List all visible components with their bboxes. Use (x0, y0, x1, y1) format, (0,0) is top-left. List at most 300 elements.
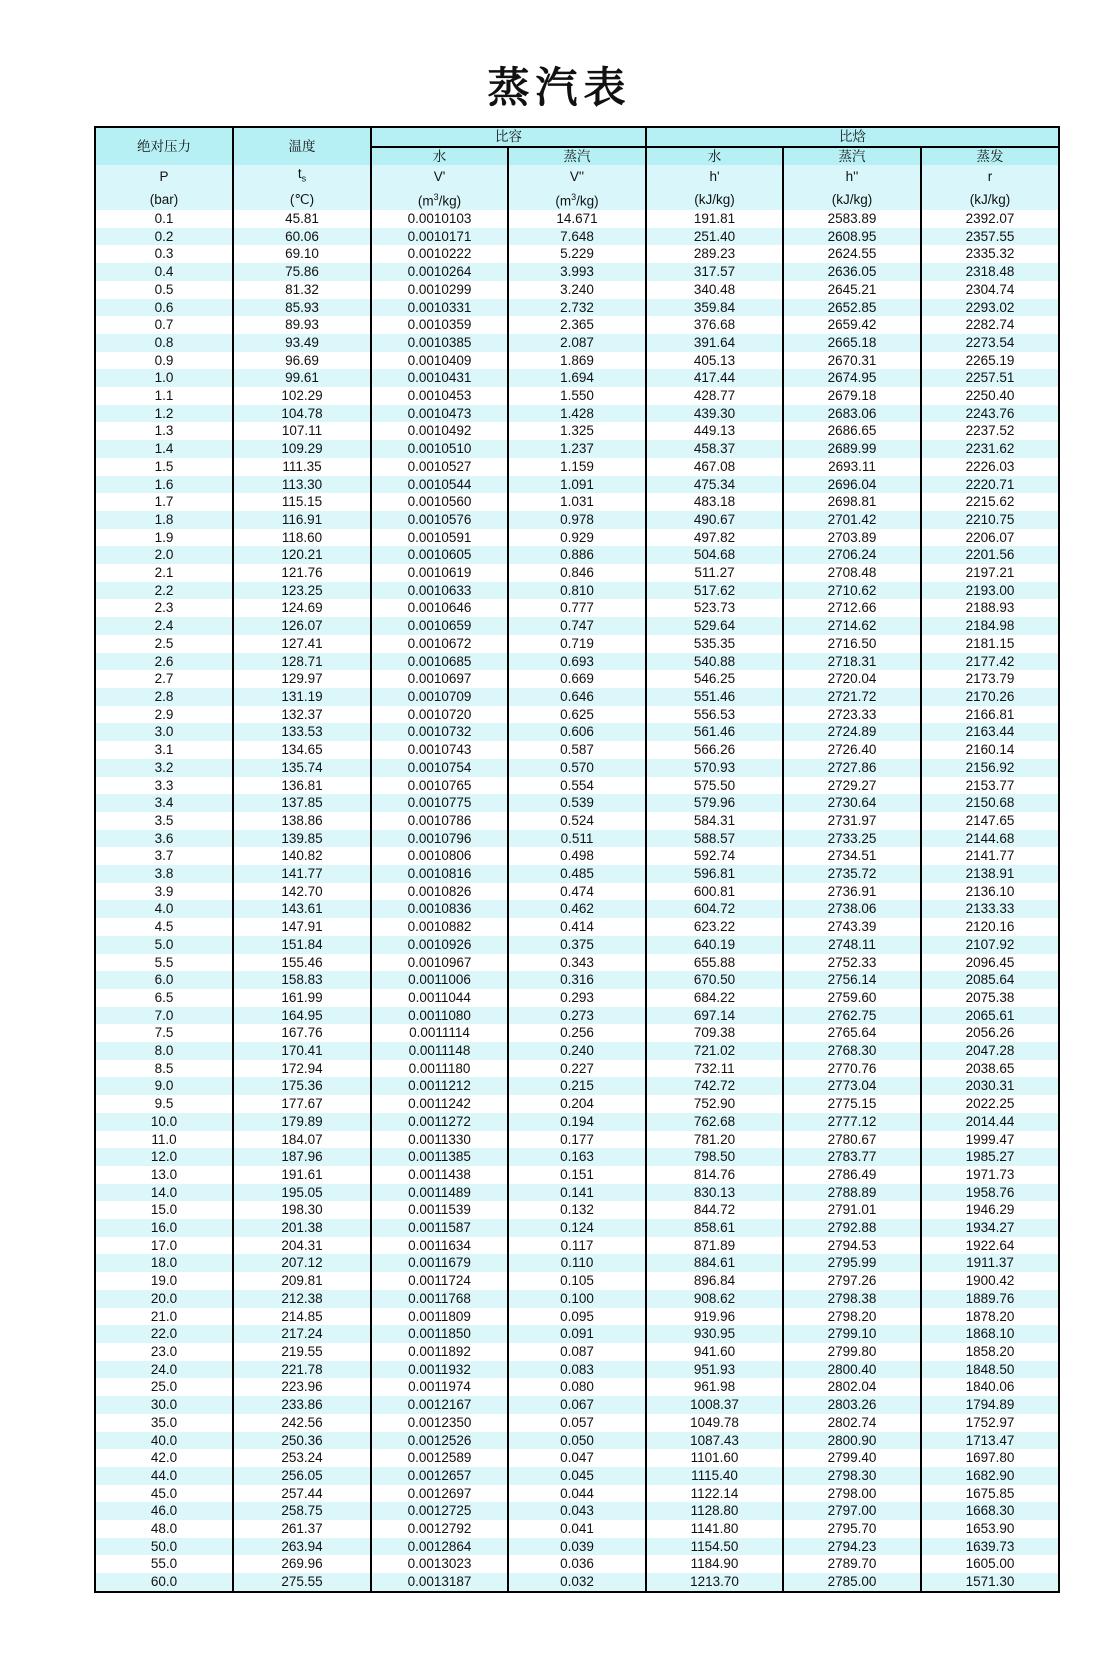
cell-steam-volume: 0.256 (508, 1024, 646, 1042)
cell-steam-enthalpy: 2733.25 (783, 830, 921, 848)
cell-water-volume: 0.0010732 (371, 723, 508, 741)
table-row (95, 1237, 1059, 1255)
cell-temperature: 261.37 (233, 1520, 371, 1538)
cell-pressure: 2.6 (95, 653, 233, 671)
table-row (95, 546, 1059, 564)
cell-pressure: 1.5 (95, 458, 233, 476)
cell-water-volume: 0.0011438 (371, 1166, 508, 1184)
cell-water-volume: 0.0010492 (371, 422, 508, 440)
table-row (95, 1414, 1059, 1432)
cell-water-volume: 0.0012725 (371, 1502, 508, 1520)
cell-water-enthalpy: 570.93 (646, 759, 783, 777)
cell-water-enthalpy: 1122.14 (646, 1485, 783, 1503)
cell-evaporation: 2237.52 (921, 422, 1059, 440)
cell-pressure: 40.0 (95, 1432, 233, 1450)
cell-pressure: 48.0 (95, 1520, 233, 1538)
cell-water-volume: 0.0011974 (371, 1378, 508, 1396)
cell-water-enthalpy: 1184.90 (646, 1555, 783, 1573)
cell-temperature: 179.89 (233, 1113, 371, 1131)
cell-temperature: 118.60 (233, 529, 371, 547)
cell-evaporation: 1697.80 (921, 1449, 1059, 1467)
cell-water-enthalpy: 1101.60 (646, 1449, 783, 1467)
cell-water-enthalpy: 592.74 (646, 847, 783, 865)
table-row (95, 900, 1059, 918)
unit-steam-enthalpy: (kJ/kg) (783, 189, 921, 210)
table-row (95, 228, 1059, 246)
table-row (95, 1290, 1059, 1308)
cell-evaporation: 2184.98 (921, 617, 1059, 635)
cell-evaporation: 1848.50 (921, 1361, 1059, 1379)
table-row (95, 653, 1059, 671)
unit-water-volume: $(m^3/kg)$ (371, 189, 508, 210)
cell-evaporation: 2392.07 (921, 210, 1059, 228)
cell-pressure: 2.8 (95, 688, 233, 706)
cell-evaporation: 1999.47 (921, 1131, 1059, 1149)
cell-steam-enthalpy: 2683.06 (783, 405, 921, 423)
table-row (95, 1095, 1059, 1113)
cell-water-volume: 0.0012589 (371, 1449, 508, 1467)
cell-steam-enthalpy: 2756.14 (783, 971, 921, 989)
table-row (95, 1555, 1059, 1573)
table-row (95, 458, 1059, 476)
cell-steam-enthalpy: 2689.99 (783, 440, 921, 458)
cell-water-volume: 0.0012350 (371, 1414, 508, 1432)
cell-steam-volume: 0.177 (508, 1131, 646, 1149)
cell-water-enthalpy: 475.34 (646, 476, 783, 494)
cell-steam-enthalpy: 2679.18 (783, 387, 921, 405)
table-row (95, 954, 1059, 972)
cell-evaporation: 2153.77 (921, 777, 1059, 795)
cell-temperature: 128.71 (233, 653, 371, 671)
cell-temperature: 136.81 (233, 777, 371, 795)
table-row (95, 794, 1059, 812)
cell-water-enthalpy: 497.82 (646, 529, 783, 547)
cell-evaporation: 1682.90 (921, 1467, 1059, 1485)
cell-water-enthalpy: 961.98 (646, 1378, 783, 1396)
cell-evaporation: 1668.30 (921, 1502, 1059, 1520)
cell-water-volume: 0.0010171 (371, 228, 508, 246)
table-row (95, 1166, 1059, 1184)
cell-evaporation: 2014.44 (921, 1113, 1059, 1131)
cell-temperature: 223.96 (233, 1378, 371, 1396)
cell-steam-volume: 0.669 (508, 670, 646, 688)
cell-water-volume: 0.0010264 (371, 263, 508, 281)
cell-water-enthalpy: 340.48 (646, 281, 783, 299)
cell-water-enthalpy: 191.81 (646, 210, 783, 228)
header-specific-volume: 比容 (371, 127, 646, 147)
cell-water-volume: 0.0010560 (371, 493, 508, 511)
cell-steam-enthalpy: 2777.12 (783, 1113, 921, 1131)
table-row (95, 422, 1059, 440)
cell-pressure: 2.2 (95, 582, 233, 600)
cell-evaporation: 1752.97 (921, 1414, 1059, 1432)
cell-steam-enthalpy: 2802.04 (783, 1378, 921, 1396)
cell-water-volume: 0.0010775 (371, 794, 508, 812)
cell-pressure: 15.0 (95, 1201, 233, 1219)
cell-water-volume: 0.0011212 (371, 1077, 508, 1095)
cell-steam-volume: 1.091 (508, 476, 646, 494)
cell-water-enthalpy: 359.84 (646, 299, 783, 317)
cell-pressure: 3.3 (95, 777, 233, 795)
cell-temperature: 141.77 (233, 865, 371, 883)
cell-steam-enthalpy: 2608.95 (783, 228, 921, 246)
cell-pressure: 0.5 (95, 281, 233, 299)
cell-evaporation: 1922.64 (921, 1237, 1059, 1255)
cell-steam-volume: 2.365 (508, 316, 646, 334)
cell-steam-enthalpy: 2730.64 (783, 794, 921, 812)
header-steam-enthalpy: 蒸汽 (783, 147, 921, 166)
cell-pressure: 1.3 (95, 422, 233, 440)
cell-temperature: 113.30 (233, 476, 371, 494)
cell-water-volume: 0.0010453 (371, 387, 508, 405)
cell-evaporation: 1889.76 (921, 1290, 1059, 1308)
cell-water-enthalpy: 483.18 (646, 493, 783, 511)
cell-pressure: 7.5 (95, 1024, 233, 1042)
table-row (95, 352, 1059, 370)
cell-steam-enthalpy: 2652.85 (783, 299, 921, 317)
cell-water-volume: 0.0010816 (371, 865, 508, 883)
cell-steam-volume: 0.110 (508, 1254, 646, 1272)
cell-steam-volume: 0.036 (508, 1555, 646, 1573)
cell-water-enthalpy: 798.50 (646, 1148, 783, 1166)
table-row (95, 936, 1059, 954)
table-row (95, 670, 1059, 688)
symbol-evaporation: r (921, 165, 1059, 188)
cell-pressure: 3.7 (95, 847, 233, 865)
table-row (95, 883, 1059, 901)
cell-steam-enthalpy: 2788.89 (783, 1184, 921, 1202)
cell-water-enthalpy: 579.96 (646, 794, 783, 812)
cell-water-volume: 0.0010591 (371, 529, 508, 547)
cell-water-volume: 0.0011114 (371, 1024, 508, 1042)
cell-temperature: 195.05 (233, 1184, 371, 1202)
cell-temperature: 242.56 (233, 1414, 371, 1432)
cell-pressure: 24.0 (95, 1361, 233, 1379)
table-row (95, 1007, 1059, 1025)
cell-temperature: 233.86 (233, 1396, 371, 1414)
cell-steam-volume: 1.550 (508, 387, 646, 405)
table-row (95, 1325, 1059, 1343)
table-row (95, 1201, 1059, 1219)
cell-water-volume: 0.0010926 (371, 936, 508, 954)
cell-pressure: 25.0 (95, 1378, 233, 1396)
cell-pressure: 3.8 (95, 865, 233, 883)
cell-temperature: 143.61 (233, 900, 371, 918)
cell-pressure: 6.5 (95, 989, 233, 1007)
cell-steam-volume: 0.646 (508, 688, 646, 706)
cell-water-enthalpy: 588.57 (646, 830, 783, 848)
cell-water-volume: 0.0013023 (371, 1555, 508, 1573)
cell-steam-enthalpy: 2759.60 (783, 989, 921, 1007)
cell-water-volume: 0.0011850 (371, 1325, 508, 1343)
cell-temperature: 201.38 (233, 1219, 371, 1237)
cell-evaporation: 1911.37 (921, 1254, 1059, 1272)
cell-steam-enthalpy: 2712.66 (783, 599, 921, 617)
cell-water-enthalpy: 551.46 (646, 688, 783, 706)
cell-steam-volume: 0.693 (508, 653, 646, 671)
cell-steam-volume: 14.671 (508, 210, 646, 228)
cell-steam-enthalpy: 2686.65 (783, 422, 921, 440)
cell-temperature: 161.99 (233, 989, 371, 1007)
cell-water-enthalpy: 752.90 (646, 1095, 783, 1113)
cell-evaporation: 2096.45 (921, 954, 1059, 972)
table-row (95, 299, 1059, 317)
cell-steam-enthalpy: 2636.05 (783, 263, 921, 281)
cell-water-volume: 0.0010510 (371, 440, 508, 458)
cell-pressure: 1.9 (95, 529, 233, 547)
cell-evaporation: 1794.89 (921, 1396, 1059, 1414)
table-row (95, 1538, 1059, 1556)
cell-steam-enthalpy: 2797.26 (783, 1272, 921, 1290)
cell-steam-enthalpy: 2797.00 (783, 1502, 921, 1520)
table-row (95, 1060, 1059, 1078)
table-row (95, 812, 1059, 830)
cell-steam-volume: 0.124 (508, 1219, 646, 1237)
cell-water-volume: 0.0010359 (371, 316, 508, 334)
cell-evaporation: 2273.54 (921, 334, 1059, 352)
cell-water-volume: 0.0011330 (371, 1131, 508, 1149)
cell-water-volume: 0.0011489 (371, 1184, 508, 1202)
cell-water-volume: 0.0010796 (371, 830, 508, 848)
cell-evaporation: 1900.42 (921, 1272, 1059, 1290)
table-row (95, 989, 1059, 1007)
cell-evaporation: 1639.73 (921, 1538, 1059, 1556)
cell-pressure: 3.4 (95, 794, 233, 812)
cell-steam-enthalpy: 2698.81 (783, 493, 921, 511)
cell-steam-volume: 0.047 (508, 1449, 646, 1467)
cell-water-enthalpy: 721.02 (646, 1042, 783, 1060)
cell-evaporation: 2220.71 (921, 476, 1059, 494)
cell-water-enthalpy: 732.11 (646, 1060, 783, 1078)
cell-water-enthalpy: 535.35 (646, 635, 783, 653)
cell-temperature: 209.81 (233, 1272, 371, 1290)
cell-pressure: 19.0 (95, 1272, 233, 1290)
cell-temperature: 258.75 (233, 1502, 371, 1520)
cell-evaporation: 1713.47 (921, 1432, 1059, 1450)
cell-steam-volume: 0.041 (508, 1520, 646, 1538)
table-row (95, 1148, 1059, 1166)
cell-water-enthalpy: 556.53 (646, 706, 783, 724)
cell-water-volume: 0.0010527 (371, 458, 508, 476)
cell-steam-enthalpy: 2706.24 (783, 546, 921, 564)
cell-water-enthalpy: 1115.40 (646, 1467, 783, 1485)
cell-steam-enthalpy: 2794.53 (783, 1237, 921, 1255)
cell-steam-enthalpy: 2718.31 (783, 653, 921, 671)
cell-steam-enthalpy: 2799.40 (783, 1449, 921, 1467)
cell-evaporation: 1878.20 (921, 1308, 1059, 1326)
table-row (95, 582, 1059, 600)
cell-temperature: 121.76 (233, 564, 371, 582)
cell-steam-volume: 0.091 (508, 1325, 646, 1343)
cell-temperature: 253.24 (233, 1449, 371, 1467)
cell-temperature: 126.07 (233, 617, 371, 635)
cell-temperature: 214.85 (233, 1308, 371, 1326)
cell-water-volume: 0.0010720 (371, 706, 508, 724)
cell-pressure: 14.0 (95, 1184, 233, 1202)
cell-pressure: 2.4 (95, 617, 233, 635)
cell-water-enthalpy: 405.13 (646, 352, 783, 370)
cell-water-enthalpy: 655.88 (646, 954, 783, 972)
cell-steam-volume: 0.929 (508, 529, 646, 547)
cell-steam-enthalpy: 2726.40 (783, 741, 921, 759)
cell-evaporation: 2335.32 (921, 245, 1059, 263)
cell-water-volume: 0.0010431 (371, 369, 508, 387)
table-row (95, 1024, 1059, 1042)
cell-steam-volume: 1.031 (508, 493, 646, 511)
cell-steam-volume: 2.732 (508, 299, 646, 317)
cell-temperature: 204.31 (233, 1237, 371, 1255)
cell-water-enthalpy: 1008.37 (646, 1396, 783, 1414)
cell-water-enthalpy: 1141.80 (646, 1520, 783, 1538)
cell-water-volume: 0.0011385 (371, 1148, 508, 1166)
cell-evaporation: 2156.92 (921, 759, 1059, 777)
cell-steam-enthalpy: 2765.64 (783, 1024, 921, 1042)
cell-evaporation: 2144.68 (921, 830, 1059, 848)
cell-steam-volume: 0.057 (508, 1414, 646, 1432)
cell-water-volume: 0.0011587 (371, 1219, 508, 1237)
cell-water-enthalpy: 930.95 (646, 1325, 783, 1343)
cell-water-enthalpy: 1213.70 (646, 1573, 783, 1592)
cell-steam-enthalpy: 2798.20 (783, 1308, 921, 1326)
cell-water-enthalpy: 858.61 (646, 1219, 783, 1237)
cell-water-enthalpy: 762.68 (646, 1113, 783, 1131)
table-row (95, 1467, 1059, 1485)
cell-water-volume: 0.0012167 (371, 1396, 508, 1414)
cell-evaporation: 2065.61 (921, 1007, 1059, 1025)
cell-steam-enthalpy: 2731.97 (783, 812, 921, 830)
cell-steam-enthalpy: 2723.33 (783, 706, 921, 724)
table-row (95, 210, 1059, 228)
cell-temperature: 263.94 (233, 1538, 371, 1556)
table-row (95, 1396, 1059, 1414)
cell-evaporation: 1653.90 (921, 1520, 1059, 1538)
cell-temperature: 158.83 (233, 971, 371, 989)
cell-pressure: 23.0 (95, 1343, 233, 1361)
cell-steam-enthalpy: 2703.89 (783, 529, 921, 547)
table-row (95, 1343, 1059, 1361)
cell-steam-volume: 0.719 (508, 635, 646, 653)
cell-evaporation: 1971.73 (921, 1166, 1059, 1184)
cell-steam-enthalpy: 2738.06 (783, 900, 921, 918)
cell-temperature: 120.21 (233, 546, 371, 564)
cell-evaporation: 2136.10 (921, 883, 1059, 901)
cell-steam-enthalpy: 2659.42 (783, 316, 921, 334)
cell-evaporation: 2160.14 (921, 741, 1059, 759)
cell-water-volume: 0.0010576 (371, 511, 508, 529)
table-row (95, 1485, 1059, 1503)
cell-evaporation: 2282.74 (921, 316, 1059, 334)
cell-evaporation: 1858.20 (921, 1343, 1059, 1361)
cell-water-volume: 0.0012526 (371, 1432, 508, 1450)
cell-steam-volume: 0.625 (508, 706, 646, 724)
table-row (95, 1077, 1059, 1095)
header-evaporation-enthalpy: 蒸发 (921, 147, 1059, 166)
table-row (95, 777, 1059, 795)
cell-water-enthalpy: 884.61 (646, 1254, 783, 1272)
cell-steam-volume: 0.050 (508, 1432, 646, 1450)
cell-water-enthalpy: 540.88 (646, 653, 783, 671)
cell-water-enthalpy: 908.62 (646, 1290, 783, 1308)
cell-temperature: 250.36 (233, 1432, 371, 1450)
cell-evaporation: 2038.65 (921, 1060, 1059, 1078)
symbol-steam-volume: V'' (508, 165, 646, 188)
cell-temperature: 60.06 (233, 228, 371, 246)
cell-steam-volume: 0.554 (508, 777, 646, 795)
cell-pressure: 3.2 (95, 759, 233, 777)
cell-water-volume: 0.0010222 (371, 245, 508, 263)
cell-pressure: 7.0 (95, 1007, 233, 1025)
table-row (95, 1378, 1059, 1396)
cell-evaporation: 2193.00 (921, 582, 1059, 600)
table-body (95, 210, 1059, 1592)
cell-pressure: 45.0 (95, 1485, 233, 1503)
cell-temperature: 142.70 (233, 883, 371, 901)
cell-pressure: 1.7 (95, 493, 233, 511)
cell-temperature: 257.44 (233, 1485, 371, 1503)
cell-steam-enthalpy: 2798.00 (783, 1485, 921, 1503)
cell-steam-enthalpy: 2701.42 (783, 511, 921, 529)
cell-evaporation: 2150.68 (921, 794, 1059, 812)
cell-steam-volume: 3.993 (508, 263, 646, 281)
cell-temperature: 275.55 (233, 1573, 371, 1592)
cell-water-volume: 0.0010685 (371, 653, 508, 671)
cell-water-enthalpy: 814.76 (646, 1166, 783, 1184)
cell-steam-volume: 0.043 (508, 1502, 646, 1520)
cell-steam-volume: 0.132 (508, 1201, 646, 1219)
cell-water-enthalpy: 584.31 (646, 812, 783, 830)
cell-water-enthalpy: 941.60 (646, 1343, 783, 1361)
header-water-volume: 水 (371, 147, 508, 166)
cell-temperature: 140.82 (233, 847, 371, 865)
cell-water-enthalpy: 317.57 (646, 263, 783, 281)
cell-water-enthalpy: 697.14 (646, 1007, 783, 1025)
cell-temperature: 151.84 (233, 936, 371, 954)
cell-evaporation: 2022.25 (921, 1095, 1059, 1113)
cell-water-volume: 0.0010754 (371, 759, 508, 777)
cell-steam-enthalpy: 2783.77 (783, 1148, 921, 1166)
cell-steam-volume: 0.747 (508, 617, 646, 635)
table-row (95, 476, 1059, 494)
cell-evaporation: 2304.74 (921, 281, 1059, 299)
cell-water-volume: 0.0010299 (371, 281, 508, 299)
cell-evaporation: 2197.21 (921, 564, 1059, 582)
cell-temperature: 127.41 (233, 635, 371, 653)
cell-temperature: 219.55 (233, 1343, 371, 1361)
cell-water-volume: 0.0010646 (371, 599, 508, 617)
cell-water-volume: 0.0010709 (371, 688, 508, 706)
table-row (95, 1308, 1059, 1326)
cell-steam-volume: 0.194 (508, 1113, 646, 1131)
cell-steam-volume: 0.080 (508, 1378, 646, 1396)
cell-evaporation: 2056.26 (921, 1024, 1059, 1042)
table-row (95, 529, 1059, 547)
cell-temperature: 170.41 (233, 1042, 371, 1060)
cell-steam-volume: 1.694 (508, 369, 646, 387)
cell-water-volume: 0.0010619 (371, 564, 508, 582)
cell-steam-enthalpy: 2770.76 (783, 1060, 921, 1078)
table-row (95, 971, 1059, 989)
cell-water-volume: 0.0010331 (371, 299, 508, 317)
cell-steam-enthalpy: 2624.55 (783, 245, 921, 263)
symbol-pressure: P (95, 165, 233, 188)
cell-steam-volume: 0.032 (508, 1573, 646, 1592)
cell-pressure: 2.5 (95, 635, 233, 653)
cell-steam-volume: 0.316 (508, 971, 646, 989)
cell-temperature: 115.15 (233, 493, 371, 511)
cell-temperature: 134.65 (233, 741, 371, 759)
cell-pressure: 8.0 (95, 1042, 233, 1060)
table-row (95, 1272, 1059, 1290)
